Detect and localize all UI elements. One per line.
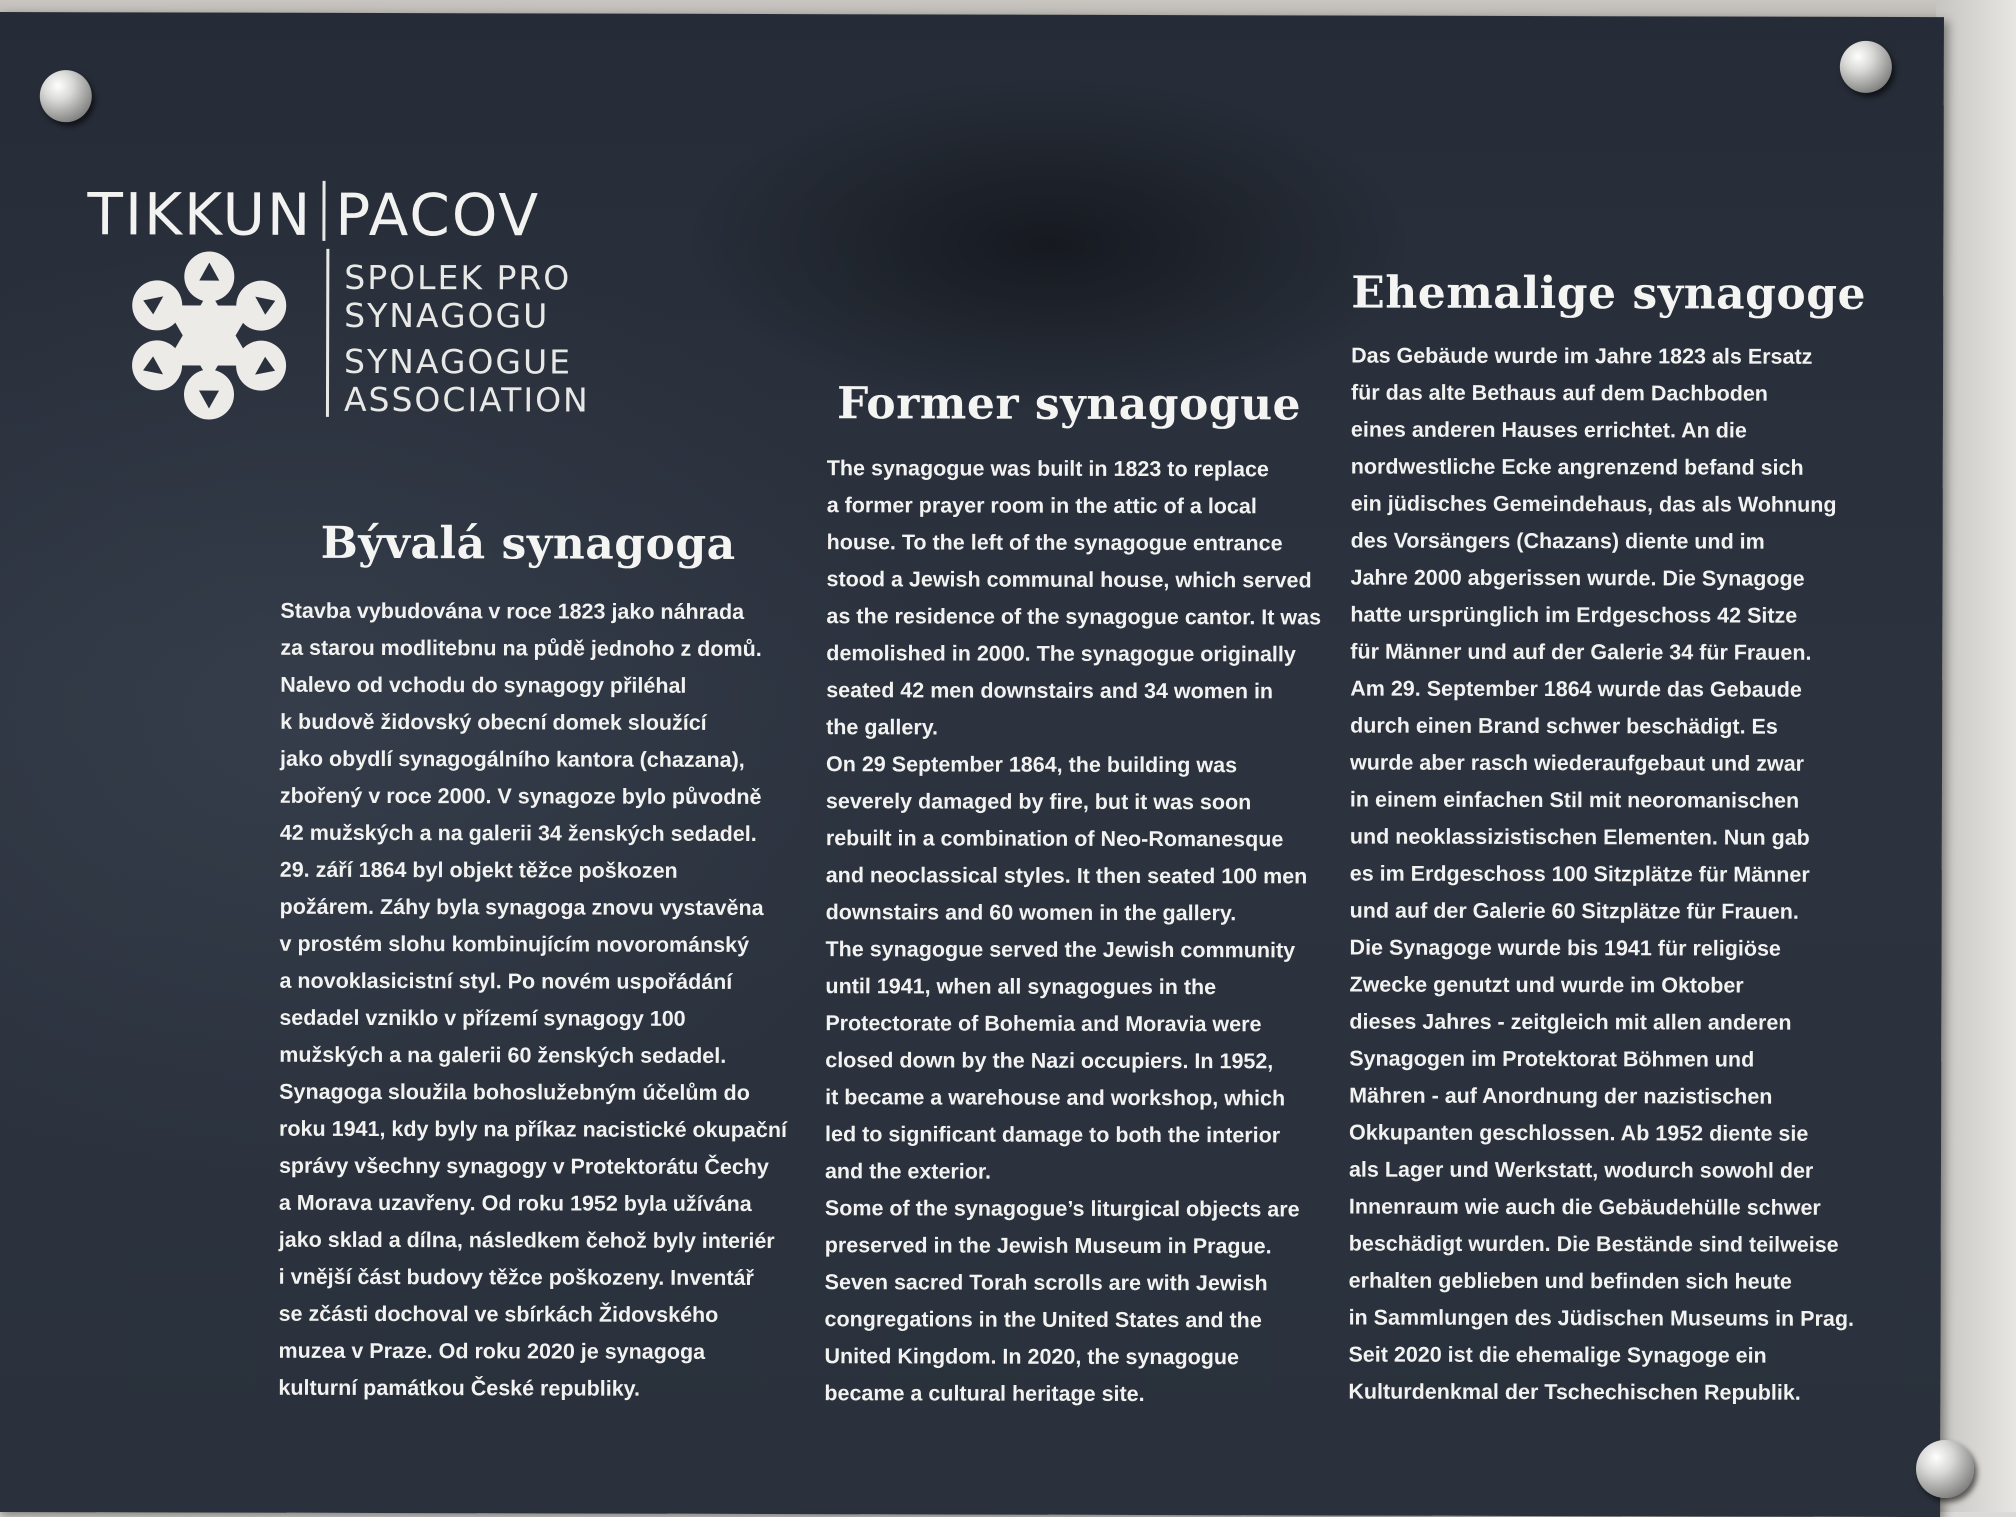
text-line: as the residence of the synagogue cantor. It was [826,604,1322,630]
text-line: congregations in the United States and the [824,1307,1262,1333]
text-line: Synagoga sloužila bohoslužebným účelům do [279,1079,750,1105]
text-line: house. To the left of the synagogue entrance [826,530,1283,556]
text-line: Protectorate of Bohemia and Moravia were [825,1011,1262,1037]
text-line: 42 mužských a na galerii 34 ženských sedadel. [279,820,757,846]
text-line: jako sklad a dílna, následkem čehož byly interiér [278,1227,775,1254]
text-line: severely damaged by fire, but it was soon [825,789,1252,815]
text-line: United Kingdom. In 2020, the synagogue [824,1344,1240,1370]
logo-line: SPOLEK PRO [344,257,572,298]
text-line: led to significant damage to both the interior [825,1122,1281,1148]
text-line: se zčásti dochoval ve sbírkách Židovského [278,1301,719,1327]
text-line: demolished in 2000. The synagogue originally [826,641,1296,667]
text-line: and the exterior. [824,1159,992,1184]
text-line: Okkupanten geschlossen. Ab 1952 diente sie [1349,1120,1809,1146]
text-line: požárem. Záhy byla synagoga znovu vystavěna [279,894,764,921]
text-line: für Männer und auf der Galerie 34 für Frauen. [1350,639,1812,665]
mounting-bolt-icon [40,70,92,122]
text-line: Zwecke genutzt und wurde im Oktober [1349,972,1744,998]
logo-wordmark [87,180,540,251]
text-line: Seven sacred Torah scrolls are with Jewish [824,1270,1268,1296]
text-line: jako obydlí synagogálního kantora (chazana), [280,746,745,772]
body-text-german [1348,338,1856,1412]
text-line: 29. září 1864 byl objekt těžce poškozen [279,857,678,883]
text-line: muzea v Praze. Od roku 2020 je synagoga [278,1338,706,1364]
logo-subtitle-czech [344,259,571,336]
text-line: k budově židovský obecní domek sloužící [280,709,707,735]
text-line: in Sammlungen des Jüdischen Museums in Prag. [1348,1305,1854,1331]
logo-subtitle-english [344,343,590,420]
text-line: Stavba vybudována v roce 1823 jako náhrada [280,598,745,624]
text-line: seated 42 men downstairs and 34 women in [826,678,1274,704]
text-line: v prostém slohu kombinujícím novorománský [279,931,750,957]
text-line: in einem einfachen Stil mit neoromanischen [1349,787,1800,813]
text-line: Das Gebäude wurde im Jahre 1823 als Ersatz [1351,343,1813,369]
text-line: On 29 September 1864, the building was [826,752,1238,778]
body-text-czech [278,593,788,1408]
text-line: Innenraum wie auch die Gebäudehülle schwer [1348,1194,1821,1220]
star-of-david-flower-icon [127,250,291,420]
text-line: Am 29. September 1864 wurde das Gebaude [1350,676,1802,702]
text-line: wurde aber rasch wiederaufgebaut und zwar [1350,750,1805,776]
text-line: hatte ursprünglich im Erdgeschoss 42 Sitze [1350,602,1798,628]
logo-word-tikkun: TIKKUN [87,180,313,249]
text-line: it became a warehouse and workshop, which [825,1085,1286,1111]
logo-divider [322,181,325,241]
text-line: ein jüdisches Gemeindehaus, das als Wohnung [1350,491,1837,517]
text-line: The synagogue was built in 1823 to replace [826,456,1269,482]
text-line: became a cultural heritage site. [824,1381,1145,1407]
text-line: správy všechny synagogy v Protektorátu Čechy [278,1153,769,1180]
body-text-english [824,450,1321,1413]
heading-czech: Bývalá synagoga [320,517,736,570]
logo-word-pacov: PACOV [335,180,541,250]
text-line: Nalevo od vchodu do synagogy přiléhal [280,672,687,698]
text-line: a former prayer room in the attic of a local [826,493,1257,519]
text-line: als Lager und Werkstatt, wodurch sowohl der [1348,1157,1814,1183]
text-line: eines anderen Hauses errichtet. An die [1350,417,1747,443]
text-line: preserved in the Jewish Museum in Prague. [824,1233,1272,1259]
text-line: roku 1941, kdy byly na příkaz nacistické okupační [279,1116,787,1143]
logo-line: ASSOCIATION [343,379,590,420]
logo-line: SYNAGOGUE [344,341,573,382]
text-line: Mähren - auf Anordnung der nazistischen [1349,1083,1773,1109]
text-line: beschädigt wurden. Die Bestände sind teilweise [1348,1231,1839,1257]
logo-vertical-rule [326,249,329,417]
text-line: für das alte Bethaus auf dem Dachboden [1350,380,1768,406]
information-plaque [0,12,1944,1517]
text-line: durch einen Brand schwer beschädigt. Es [1350,713,1778,739]
text-line: rebuilt in a combination of Neo-Romanesque [825,826,1284,852]
text-line: Kulturdenkmal der Tschechischen Republik. [1348,1379,1801,1405]
text-line: Synagogen im Protektorat Böhmen und [1349,1046,1755,1072]
text-line: Die Synagoge wurde bis 1941 für religiöse [1349,935,1781,961]
text-line: Seit 2020 ist die ehemalige Synagoge ein [1348,1342,1767,1368]
text-line: and neoclassical styles. It then seated 100 men [825,863,1308,889]
text-line: za starou modlitebnu na půdě jednoho z domů. [280,635,762,661]
heading-german: Ehemalige synagoge [1351,267,1867,320]
text-line: und neoklassizistischen Elementen. Nun gab [1349,824,1810,850]
text-line: kulturní památkou České republiky. [278,1375,641,1401]
text-line: und auf der Galerie 60 Sitzplätze für Frauen. [1349,898,1799,924]
text-line: a Morava uzavřeny. Od roku 1952 byla užívána [278,1190,752,1216]
text-line: downstairs and 60 women in the gallery. [825,900,1237,926]
text-line: Some of the synagogue’s liturgical objects are [824,1196,1300,1222]
text-line: until 1941, when all synagogues in the [825,974,1217,1000]
text-line: a novoklasicistní styl. Po novém uspořádání [279,968,733,994]
text-line: erhalten geblieben und befinden sich heute [1348,1268,1792,1294]
text-line: i vnější část budovy těžce poškozeny. Inventář [278,1264,754,1290]
text-line: des Vorsängers (Chazans) diente und im [1350,528,1765,554]
text-line: closed down by the Nazi occupiers. In 1952, [825,1048,1274,1074]
mounting-bolt-icon [1916,1440,1974,1498]
text-line: zbořený v roce 2000. V synagoze bylo původně [279,783,762,809]
wall-background-right [1936,0,2016,1512]
text-line: sedadel vzniklo v přízemí synagogy 100 [279,1005,686,1031]
text-line: mužských a na galerii 60 ženských sedadel. [279,1042,727,1068]
text-line: nordwestliche Ecke angrenzend befand sich [1350,454,1804,480]
mounting-bolt-icon [1840,41,1892,93]
text-line: dieses Jahres - zeitgleich mit allen anderen [1349,1009,1792,1035]
text-line: The synagogue served the Jewish community [825,937,1296,963]
text-line: Jahre 2000 abgerissen wurde. Die Synagoge [1350,565,1805,591]
text-line: es im Erdgeschoss 100 Sitzplätze für Männer [1349,861,1810,887]
logo-line: SYNAGOGU [344,295,550,336]
heading-english: Former synagogue [836,378,1302,431]
text-line: the gallery. [826,715,939,740]
text-line: stood a Jewish communal house, which served [826,567,1312,593]
